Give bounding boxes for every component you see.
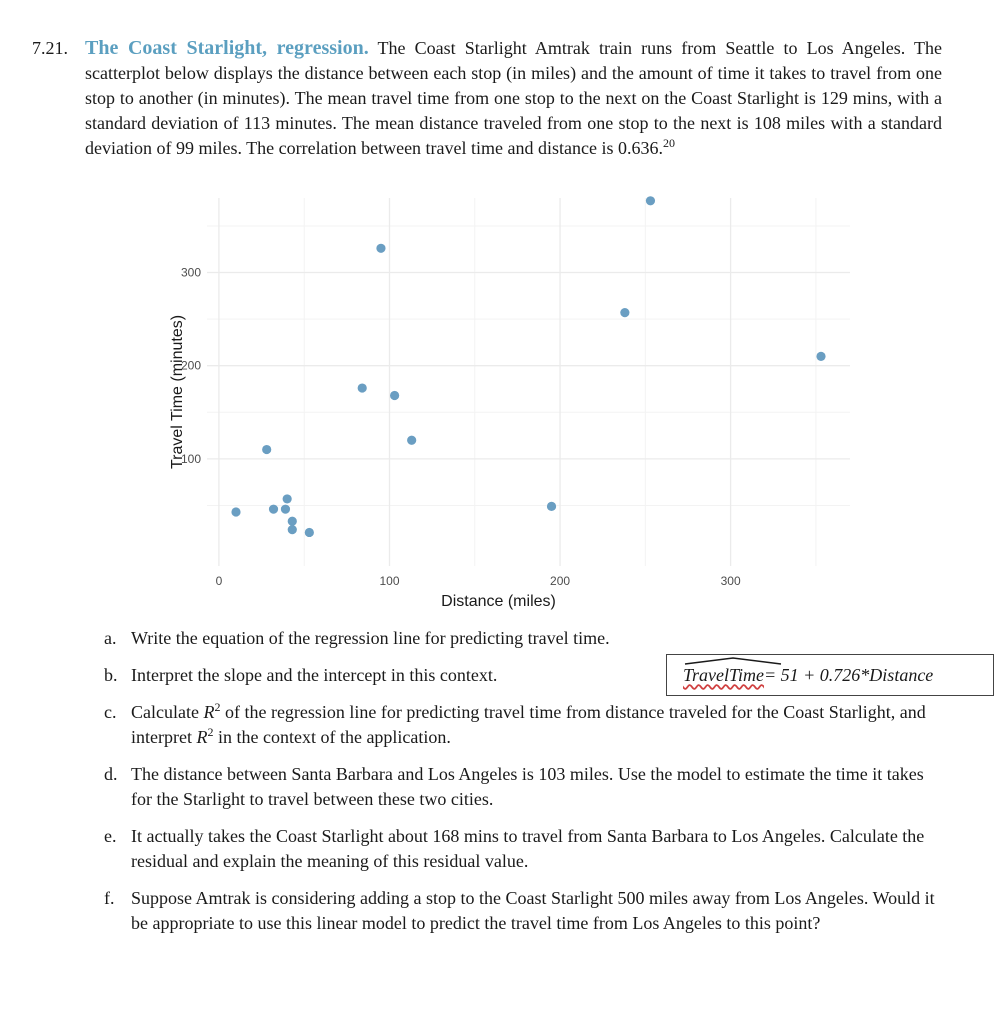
hat-icon	[683, 657, 783, 665]
y-tick-label: 100	[180, 451, 201, 466]
data-point	[283, 494, 292, 503]
r-symbol: R	[196, 727, 208, 747]
r-symbol: R	[203, 702, 215, 722]
x-tick-label: 200	[550, 574, 571, 588]
problem-text: The Coast Starlight Amtrak train runs from Seattle to Los Angeles. The scatterplot below displays the distance between each stop (in miles) and the amount of time it takes to travel from one stop to another (in minutes). The mean travel time from one stop to the next on the Coast Starlight is 129 mins, with a standard deviation of 113 minutes. The mean distance traveled from one stop to the next is 108 miles with a standard deviation of 99 miles. The correlation between travel time and distance is 0.636.	[85, 38, 942, 158]
question-d	[104, 762, 944, 812]
data-point	[376, 244, 385, 253]
data-point	[390, 391, 399, 400]
question-letter: b.	[104, 665, 118, 685]
question-text-pre: Calculate	[131, 702, 204, 722]
data-point	[231, 507, 240, 516]
question-a	[104, 626, 944, 651]
problem-body	[85, 36, 942, 161]
question-letter: c.	[104, 702, 117, 722]
question-c	[104, 700, 944, 750]
x-tick-label: 100	[379, 574, 400, 588]
data-point	[281, 505, 290, 514]
data-point	[358, 383, 367, 392]
y-tick-label: 300	[180, 265, 201, 280]
travel-time-hat	[683, 665, 764, 686]
data-point	[547, 502, 556, 511]
data-point	[407, 436, 416, 445]
question-text: It actually takes the Coast Starlight about 168 mins to travel from Santa Barbara to Los Angeles. Calculate the residual and explain the meaning of this residual value.	[131, 826, 925, 871]
question-text: Write the equation of the regression line for predicting travel time.	[131, 628, 610, 648]
question-e	[104, 824, 944, 874]
question-text: The distance between Santa Barbara and Los Angeles is 103 miles. Use the model to estimate the time it takes for the Starlight to travel between these two cities.	[131, 764, 924, 809]
superscript: 2	[214, 700, 221, 714]
question-letter: f.	[104, 888, 115, 908]
superscript: 2	[207, 725, 214, 739]
x-axis-label: Distance (miles)	[441, 593, 556, 610]
data-point	[305, 528, 314, 537]
scatterplot	[160, 190, 860, 620]
question-letter: a.	[104, 628, 117, 648]
problem-number: 7.21.	[32, 38, 68, 58]
data-point	[620, 308, 629, 317]
question-f	[104, 886, 944, 936]
question-text: Interpret the slope and the intercept in this context.	[131, 665, 498, 685]
question-text-mid: of the regression line for predicting travel time from distance traveled for the Coast Starlight, and interpret	[131, 702, 926, 747]
answer-box[interactable]	[666, 654, 994, 696]
problem-title: The Coast Starlight, regression.	[85, 37, 369, 59]
data-point	[288, 517, 297, 526]
x-tick-label: 0	[215, 574, 223, 588]
data-point	[269, 505, 278, 514]
problem-statement	[32, 36, 942, 161]
data-point	[262, 445, 271, 454]
question-b	[104, 663, 651, 688]
scatterplot-svg	[160, 190, 860, 620]
y-tick-label: 200	[180, 358, 201, 373]
answer-rhs: = 51 + 0.726*Distance	[764, 664, 934, 685]
x-tick-label: 300	[720, 574, 741, 588]
data-point	[288, 525, 297, 534]
question-text-post: in the context of the application.	[213, 727, 451, 747]
question-letter: e.	[104, 826, 117, 846]
question-letter: d.	[104, 764, 118, 784]
footnote-marker: 20	[663, 136, 675, 150]
question-text: Suppose Amtrak is considering adding a stop to the Coast Starlight 500 miles away from Los Angeles. Would it be appropriate to use this linear model to predict the travel time from Los Angeles to this point?	[131, 888, 935, 933]
data-point	[816, 352, 825, 361]
y-axis-label: Travel Time (minutes)	[169, 314, 186, 470]
data-point	[646, 196, 655, 205]
answer-lhs: TravelTime	[683, 664, 765, 685]
